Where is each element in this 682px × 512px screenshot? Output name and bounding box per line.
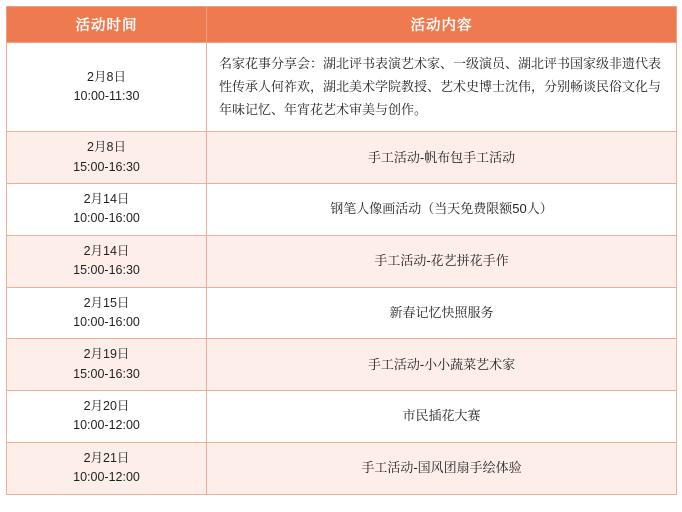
table-row: [7, 339, 677, 391]
cell-date: 2月21日: [83, 450, 130, 465]
cell-timerange: 10:00-11:30: [73, 89, 140, 104]
cell-content: 手工活动-花艺拼花手作: [207, 235, 677, 287]
cell-date: 2月19日: [83, 347, 130, 362]
cell-time: [7, 235, 207, 287]
table-header: [7, 7, 677, 43]
table-row: [7, 235, 677, 287]
table-row: [7, 391, 677, 443]
table-row: [7, 132, 677, 184]
cell-time: [7, 43, 207, 132]
cell-timerange: 10:00-12:00: [73, 470, 140, 485]
cell-content: 市民插花大赛: [207, 391, 677, 443]
cell-time: [7, 339, 207, 391]
cell-date: 2月14日: [83, 243, 130, 258]
activity-schedule-table: [6, 6, 677, 495]
table-row: [7, 184, 677, 236]
column-header-time: 活动时间: [7, 7, 207, 43]
cell-date: 2月20日: [83, 399, 130, 413]
cell-timerange: 10:00-16:00: [73, 211, 140, 226]
cell-content: 新春记忆快照服务: [207, 287, 677, 339]
cell-timerange: 15:00-16:30: [73, 366, 140, 381]
cell-timerange: 10:00-16:00: [73, 314, 140, 329]
cell-content: 钢笔人像画活动（当天免费限额50人）: [207, 184, 677, 236]
cell-timerange: 15:00-16:30: [73, 159, 140, 174]
cell-content: 手工活动-国风团扇手绘体验: [207, 442, 677, 494]
cell-date: 2月8日: [87, 69, 126, 84]
table-row: [7, 43, 677, 132]
cell-time: [7, 442, 207, 494]
cell-date: 2月15日: [83, 295, 130, 310]
table-row: [7, 442, 677, 494]
table-body: [7, 43, 677, 495]
table-row: [7, 287, 677, 339]
cell-time: [7, 391, 207, 443]
cell-date: 2月8日: [87, 140, 126, 155]
cell-content: 手工活动-小小蔬菜艺术家: [207, 339, 677, 391]
column-header-content: 活动内容: [207, 7, 677, 43]
cell-timerange: 10:00-12:00: [73, 418, 140, 433]
cell-time: [7, 184, 207, 236]
cell-content: 名家花事分享会：湖北评书表演艺术家、一级演员、湖北评书国家级非遗代表性传承人何祚欢，湖北美术学院教授、艺术史博士沈伟，分别畅谈民俗文化与年味记忆、年宵花艺术审美与创作。: [207, 43, 677, 132]
table-header-row: [7, 7, 677, 43]
cell-content: 手工活动-帆布包手工活动: [207, 132, 677, 184]
cell-time: [7, 132, 207, 184]
cell-timerange: 15:00-16:30: [73, 263, 140, 278]
cell-date: 2月14日: [83, 192, 130, 206]
cell-time: [7, 287, 207, 339]
